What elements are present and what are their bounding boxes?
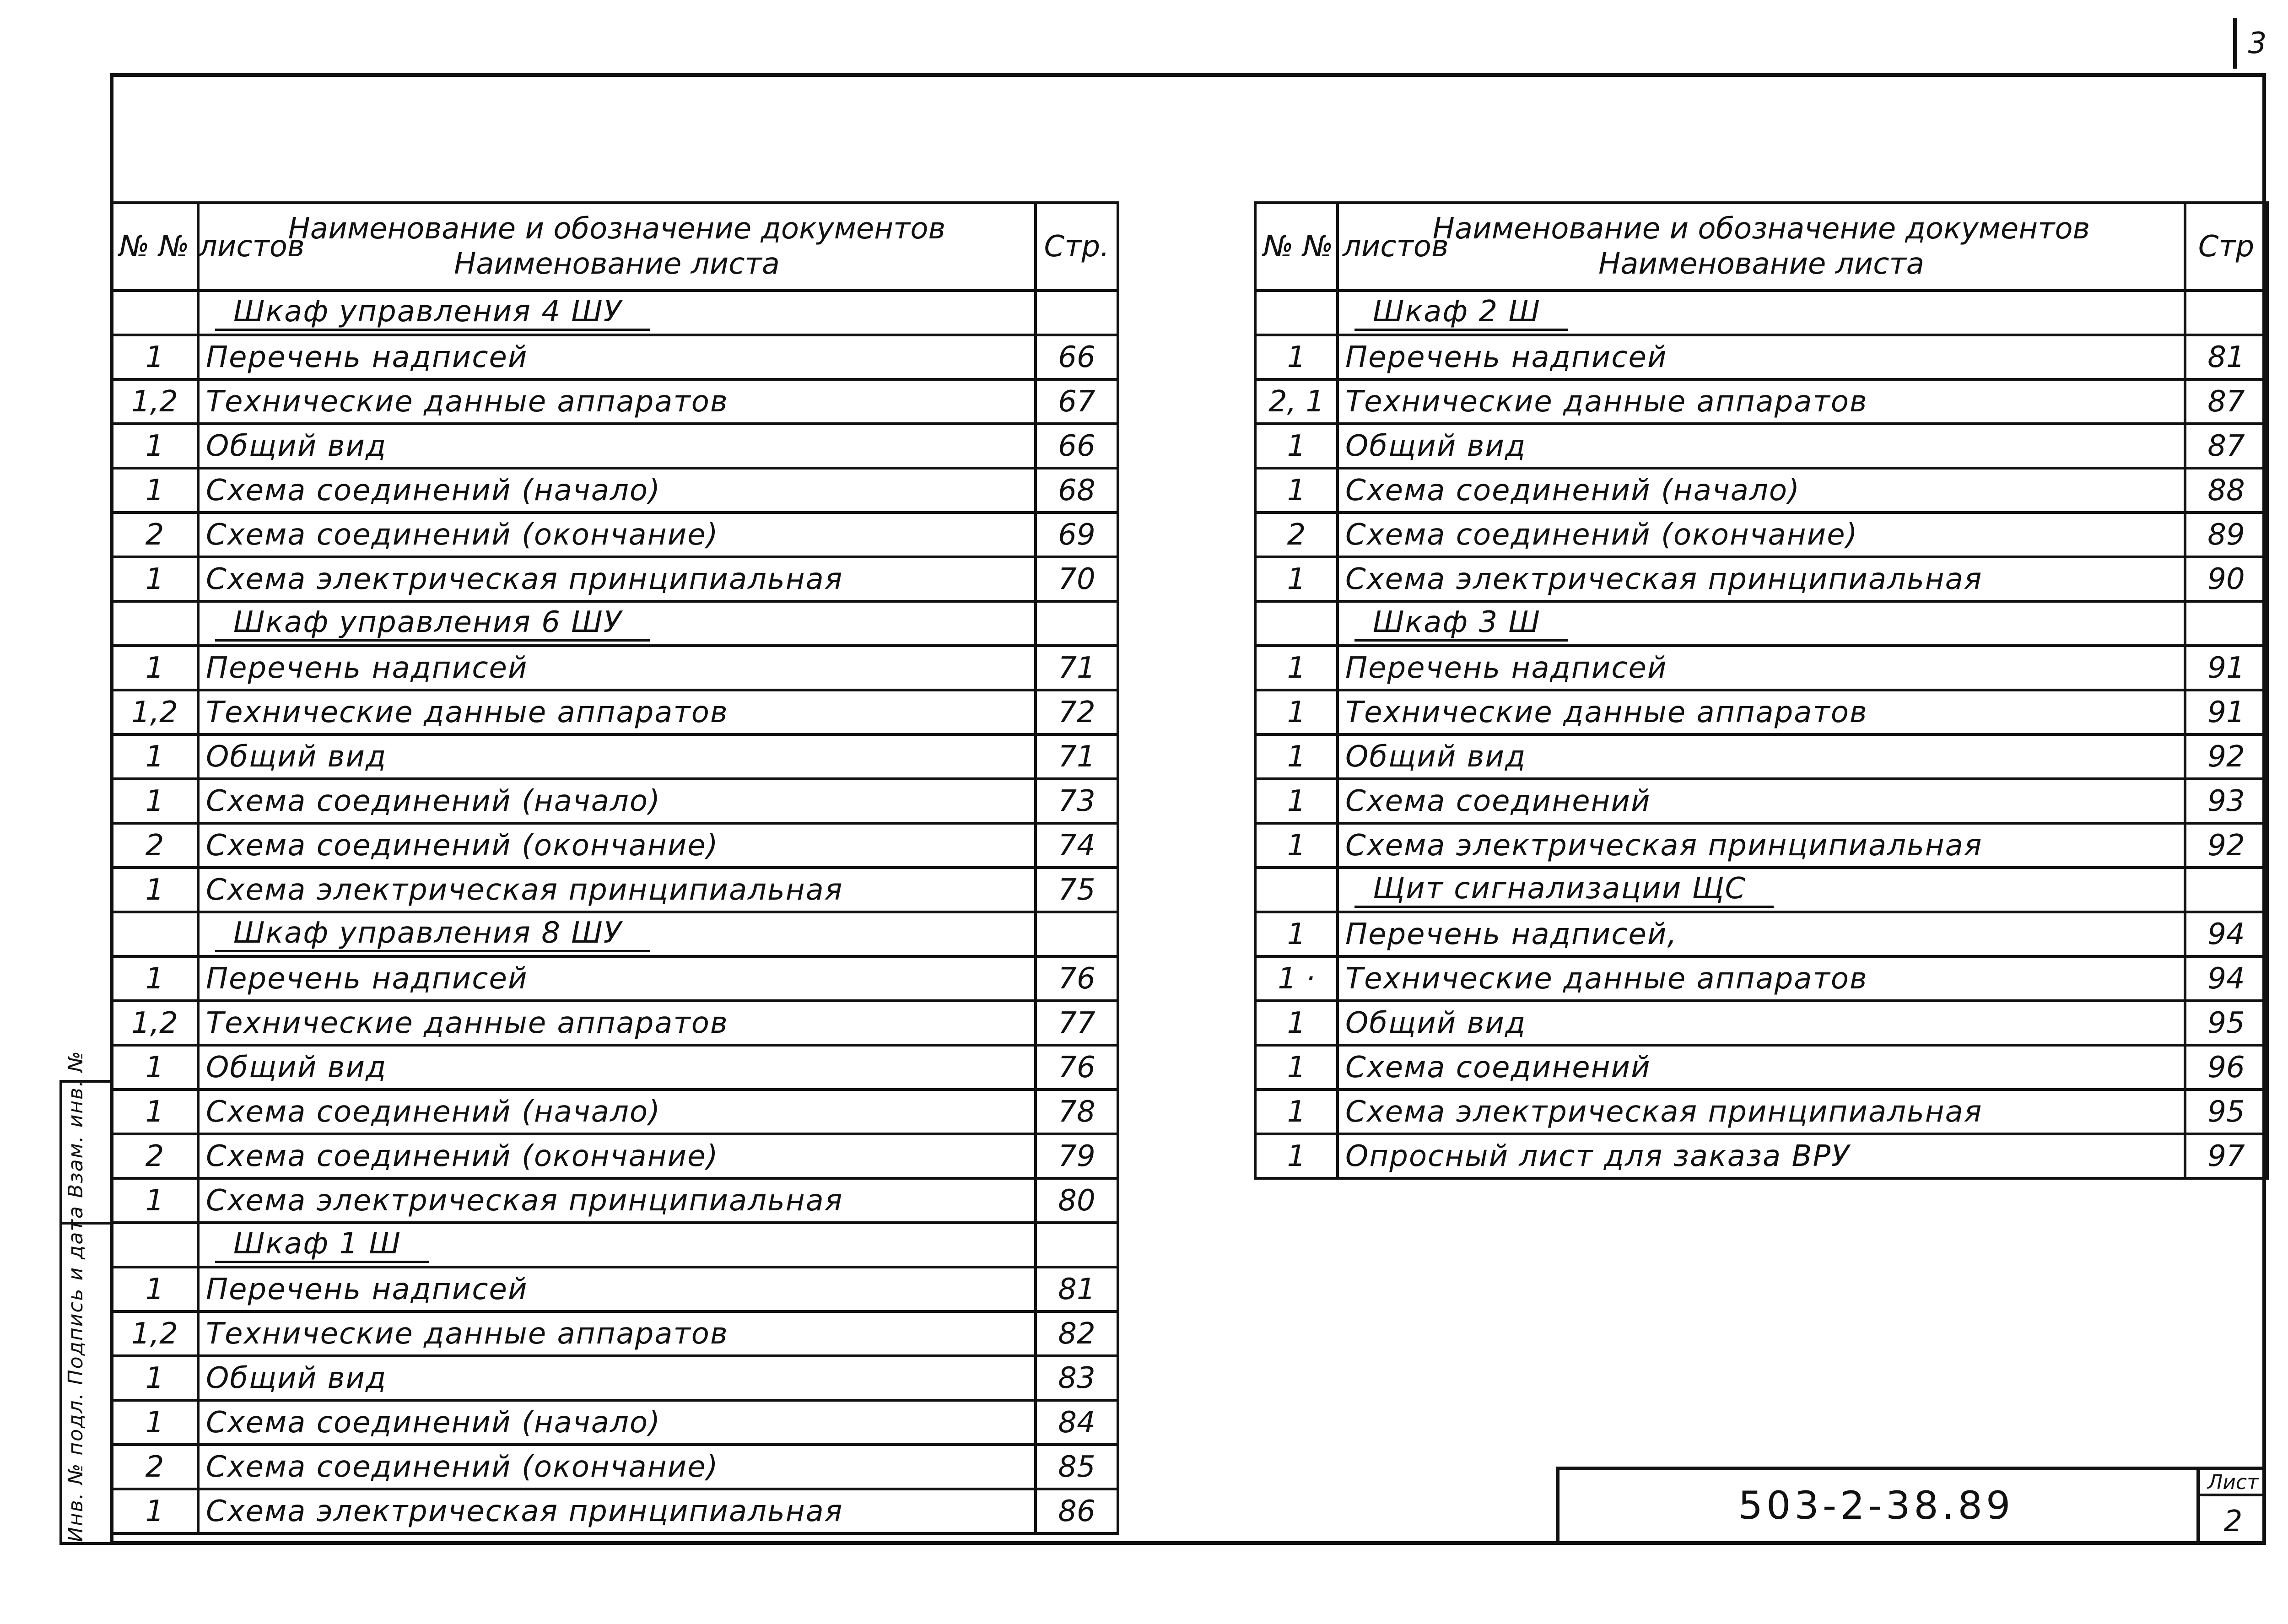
sheet-name: Технические данные аппаратов [198,1001,1036,1045]
sheet-no: 2 [111,1134,198,1178]
sheet-no: 1 [111,1045,198,1090]
table-row [111,379,1118,424]
section-title: Шкаф 3 Ш [1354,605,1568,642]
page-ref: 82 [1036,1311,1118,1356]
sheet-no: 1,2 [111,690,198,734]
sheet-name: Схема соединений (начало) [198,779,1036,823]
section-empty-page [1036,1223,1118,1267]
sheet-name: Общий вид [198,1045,1036,1090]
section-title-cell [1338,868,2185,912]
page-ref: 94 [2185,956,2267,1001]
section-row [111,291,1118,335]
table-row [111,1445,1118,1489]
section-title: Шкаф 2 Ш [1354,295,1568,331]
section-empty-no [111,291,198,335]
section-empty-no [1255,868,1338,912]
sheet-name: Перечень надписей [198,335,1036,379]
page-ref: 96 [2185,1045,2267,1090]
page-ref: 73 [1036,779,1118,823]
table-row [111,690,1118,734]
page-ref: 95 [2185,1090,2267,1134]
page-ref: 93 [2185,779,2267,823]
page-ref: 81 [1036,1267,1118,1311]
sheet-name: Схема соединений [1338,779,2185,823]
sheet-no: 1 [111,335,198,379]
section-row [1255,291,2267,335]
page-ref: 71 [1036,734,1118,779]
sheet-no: 1 [111,468,198,513]
section-title: Щит сигнализации ЩС [1354,872,1774,908]
sheet-name: Схема электрическая принципиальная [198,868,1036,912]
sheet-no: 1 [1255,1134,1338,1178]
sheet-name: Общий вид [198,1356,1036,1400]
sheet-name: Перечень надписей, [1338,912,2185,956]
sheet-name: Общий вид [198,424,1036,468]
page-ref: 97 [2185,1134,2267,1178]
page-ref: 95 [2185,1001,2267,1045]
sheet-name: Схема соединений (начало) [198,1090,1036,1134]
page-ref: 88 [2185,468,2267,513]
sheet-name: Схема соединений (начало) [198,1400,1036,1445]
sheet-no: 2 [111,513,198,557]
page-ref: 81 [2185,335,2267,379]
page-ref: 76 [1036,956,1118,1001]
sheet-name: Схема электрическая принципиальная [198,1178,1036,1223]
table-row [111,646,1118,690]
section-empty-no [1255,291,1338,335]
table-header [111,203,1118,291]
sheet-no: 1 [111,1178,198,1223]
table-row [111,868,1118,912]
section-empty-no [111,1223,198,1267]
section-title: Шкаф управления 4 ШУ [215,295,650,331]
page-ref: 66 [1036,424,1118,468]
header-name [198,203,1036,291]
sheet-name: Технические данные аппаратов [198,379,1036,424]
header-sheet-no: № № листов [111,203,198,291]
sheet-label: Лист [2200,1469,2266,1496]
table-row [111,779,1118,823]
sheet-no: 1 [111,734,198,779]
sheet-no: 1 [1255,468,1338,513]
sheet-name: Схема соединений (начало) [1338,468,2185,513]
table-row [1255,379,2267,424]
table-row [1255,779,2267,823]
sheet-number: 2 [2223,1505,2243,1538]
sheet-name: Схема соединений (окончание) [198,1134,1036,1178]
table-row [1255,513,2267,557]
page-ref: 80 [1036,1178,1118,1223]
table-row [111,335,1118,379]
header-page: Стр. [1036,203,1118,291]
table-row [111,1134,1118,1178]
sheet-no: 1 [111,1489,198,1533]
table-row [111,1311,1118,1356]
sheet-name: Технические данные аппаратов [198,1311,1036,1356]
sheet-no: 1 [1255,557,1338,601]
section-title: Шкаф управления 8 ШУ [215,916,650,952]
page-ref: 78 [1036,1090,1118,1134]
sheet-no: 1 [111,868,198,912]
sheet-name: Технические данные аппаратов [1338,690,2185,734]
section-title-cell [1338,291,2185,335]
sheet-no: 2 [111,1445,198,1489]
page-ref: 72 [1036,690,1118,734]
table-row [1255,956,2267,1001]
page-ref: 77 [1036,1001,1118,1045]
sheet-no: 1 [111,1267,198,1311]
page-ref: 92 [2185,734,2267,779]
section-empty-page [1036,912,1118,956]
page-ref: 90 [2185,557,2267,601]
section-row [111,601,1118,646]
section-title: Шкаф 1 Ш [215,1227,429,1263]
section-empty-page [2185,291,2267,335]
sheet-name: Схема соединений [1338,1045,2185,1090]
page-ref: 84 [1036,1400,1118,1445]
page-ref: 94 [2185,912,2267,956]
table-row [111,424,1118,468]
sheet-name: Схема соединений (окончание) [198,1445,1036,1489]
left-register-table [110,201,1119,1535]
header-name-line1: Наименование и обозначение документов [1432,212,2090,246]
side-stamp-text: Инв. № подл. Подпись и дата Взам. инв. № [64,1050,87,1542]
sheet-no: 1 [1255,912,1338,956]
section-empty-page [2185,601,2267,646]
section-empty-page [2185,868,2267,912]
sheet-name: Общий вид [1338,1001,2185,1045]
sheet-no: 1,2 [111,1311,198,1356]
table-header [1255,203,2267,291]
page-ref: 87 [2185,379,2267,424]
table-row [111,1001,1118,1045]
sheet-no: 1 [1255,335,1338,379]
sheet-no: 1 [111,557,198,601]
page-ref: 89 [2185,513,2267,557]
page-number: 3 [2233,18,2278,69]
header-name-line1: Наименование и обозначение документов [288,212,946,246]
table-row [111,823,1118,868]
sheet-name: Перечень надписей [198,956,1036,1001]
sheet-name: Общий вид [1338,734,2185,779]
sheet-name: Технические данные аппаратов [1338,956,2185,1001]
right-register-table [1254,201,2269,1180]
table-row [1255,734,2267,779]
table-row [1255,1045,2267,1090]
header-name [1338,203,2185,291]
table-row [1255,1001,2267,1045]
page-ref: 68 [1036,468,1118,513]
header-name-line2: Наименование листа [454,247,780,281]
table-row [1255,912,2267,956]
page-ref: 91 [2185,690,2267,734]
sheet-no: 1 [1255,690,1338,734]
sheet-no: 1 [1255,734,1338,779]
sheet-name: Схема электрическая принципиальная [198,557,1036,601]
section-empty-no [1255,601,1338,646]
table-row [111,1178,1118,1223]
sheet-no: 1,2 [111,379,198,424]
section-empty-no [111,912,198,956]
table-row [111,513,1118,557]
table-row [1255,557,2267,601]
table-row [111,1400,1118,1445]
page-ref: 70 [1036,557,1118,601]
sheet-no: 1,2 [111,1001,198,1045]
table-row [111,468,1118,513]
sheet-name: Перечень надписей [1338,335,2185,379]
section-title: Шкаф управления 6 ШУ [215,605,650,642]
section-title-cell [1338,601,2185,646]
sheet-no: 1 [111,424,198,468]
sheet-no: 1 [111,779,198,823]
table-row [111,1267,1118,1311]
table-row [1255,646,2267,690]
section-empty-page [1036,291,1118,335]
sheet-name: Перечень надписей [198,646,1036,690]
sheet-no: 1 [1255,646,1338,690]
sheet-name: Общий вид [1338,424,2185,468]
section-title-cell [198,912,1036,956]
page-ref: 75 [1036,868,1118,912]
sheet-no: 1 [1255,823,1338,868]
sheet-no: 1 [111,646,198,690]
sheet-no: 1 [1255,1090,1338,1134]
sheet-name: Технические данные аппаратов [1338,379,2185,424]
section-row [111,1223,1118,1267]
sheet-no: 2, 1 [1255,379,1338,424]
table-row [111,734,1118,779]
page-ref: 87 [2185,424,2267,468]
page-ref: 86 [1036,1489,1118,1533]
page-ref: 71 [1036,646,1118,690]
page-ref: 83 [1036,1356,1118,1400]
section-empty-page [1036,601,1118,646]
table-row [1255,1134,2267,1178]
section-title-cell [198,601,1036,646]
sheet-no: 1 [111,1090,198,1134]
sheet-no: 1 · [1255,956,1338,1001]
page-ref: 69 [1036,513,1118,557]
table-row [1255,690,2267,734]
table-row [1255,335,2267,379]
sheet-name: Схема соединений (начало) [198,468,1036,513]
table-row [1255,424,2267,468]
sheet-no: 1 [111,1400,198,1445]
table-row [111,956,1118,1001]
section-row [1255,868,2267,912]
page-ref: 85 [1036,1445,1118,1489]
page-ref: 74 [1036,823,1118,868]
sheet-name: Общий вид [198,734,1036,779]
sheet-no: 2 [1255,513,1338,557]
sheet-no: 2 [111,823,198,868]
table-row [111,557,1118,601]
sheet-name: Опросный лист для заказа ВРУ [1338,1134,2185,1178]
sheet-no: 1 [1255,1001,1338,1045]
table-row [111,1356,1118,1400]
section-row [1255,601,2267,646]
header-sheet-no: № № листов [1255,203,1338,291]
section-empty-no [111,601,198,646]
sheet-name: Технические данные аппаратов [198,690,1036,734]
sheet-name: Схема электрическая принципиальная [1338,1090,2185,1134]
sheet-name: Схема электрическая принципиальная [1338,557,2185,601]
table-row [111,1090,1118,1134]
table-row [1255,468,2267,513]
table-row [1255,1090,2267,1134]
header-page: Стр [2185,203,2267,291]
sheet-name: Схема электрическая принципиальная [1338,823,2185,868]
sheet-name: Схема соединений (окончание) [198,513,1036,557]
sheet-no: 1 [1255,779,1338,823]
header-name-line2: Наименование листа [1598,247,1924,281]
table-row [1255,823,2267,868]
page-ref: 66 [1036,335,1118,379]
sheet-no: 1 [1255,1045,1338,1090]
sheet-name: Схема соединений (окончание) [1338,513,2185,557]
page-ref: 67 [1036,379,1118,424]
section-title-cell [198,1223,1036,1267]
document-code: 503-2-38.89 [1738,1483,2014,1528]
sheet-name: Схема электрическая принципиальная [198,1489,1036,1533]
sheet-name: Перечень надписей [198,1267,1036,1311]
page-ref: 76 [1036,1045,1118,1090]
sheet-no: 1 [1255,424,1338,468]
sheet-no: 1 [111,1356,198,1400]
sheet-name: Перечень надписей [1338,646,2185,690]
sheet-name: Схема соединений (окончание) [198,823,1036,868]
page-ref: 79 [1036,1134,1118,1178]
sheet-no: 1 [111,956,198,1001]
table-row [111,1489,1118,1533]
section-title-cell [198,291,1036,335]
page-ref: 91 [2185,646,2267,690]
section-row [111,912,1118,956]
page-ref: 92 [2185,823,2267,868]
table-row [111,1045,1118,1090]
